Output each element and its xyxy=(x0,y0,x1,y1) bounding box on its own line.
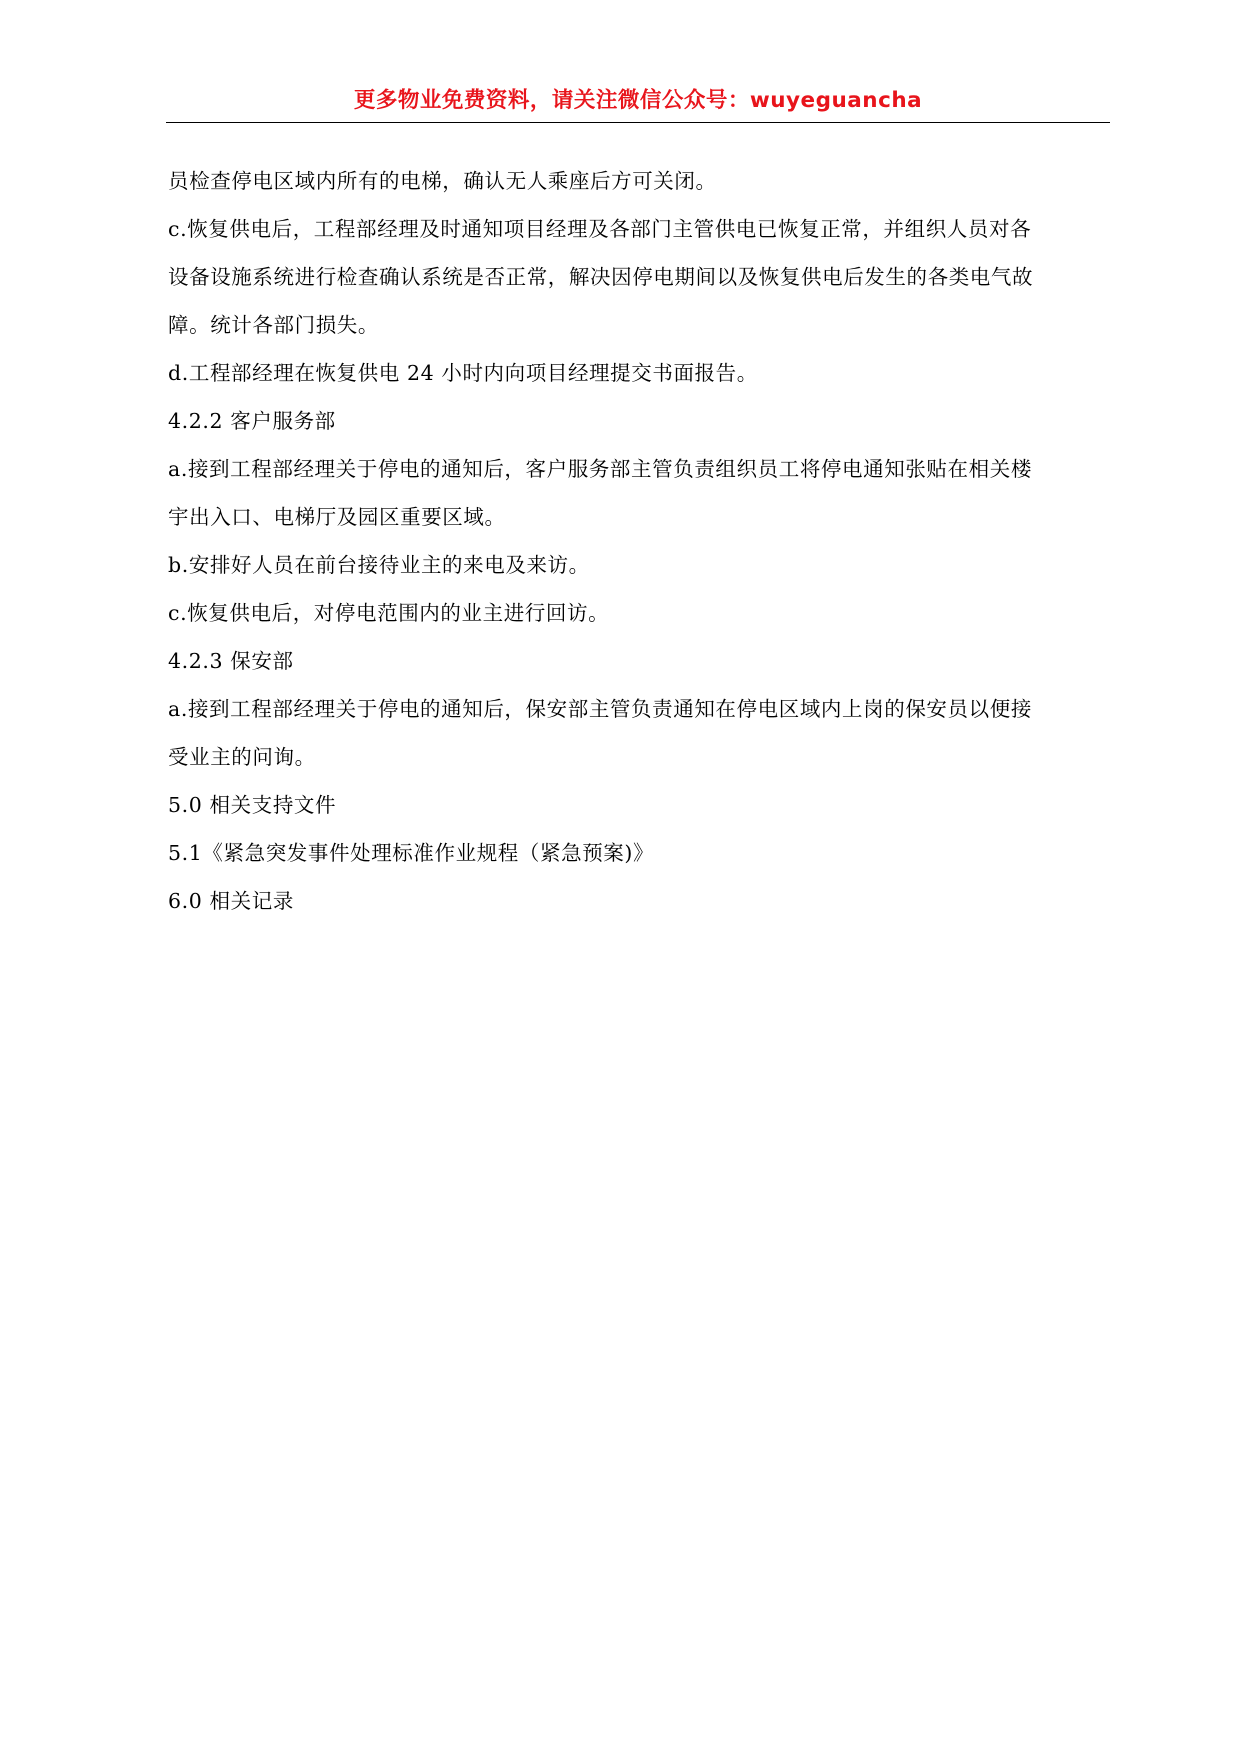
header-promo-text: 更多物业免费资料，请关注微信公众号：wuyeguancha xyxy=(353,88,923,113)
section-heading-6-0: 6.0 相关记录 xyxy=(168,889,294,913)
body-line-item-b: b.安排好人员在前台接待业主的来电及来访。 xyxy=(168,553,590,577)
body-line-item-c: c.恢复供电后，工程部经理及时通知项目经理及各部门主管供电已恢复正常，并组织人员对各 xyxy=(168,217,1032,241)
body-line-item-c-cont-2: 障。统计各部门损失。 xyxy=(168,313,379,337)
body-line-item-c-2: c.恢复供电后，对停电范围内的业主进行回访。 xyxy=(168,601,610,625)
body-line-item-a-2: a.接到工程部经理关于停电的通知后，保安部主管负责通知在停电区域内上岗的保安员以便接 xyxy=(168,697,1032,721)
body-line-item-c-cont-1: 设备设施系统进行检查确认系统是否正常，解决因停电期间以及恢复供电后发生的各类电气故 xyxy=(168,265,1034,289)
section-heading-4-2-2: 4.2.2 客户服务部 xyxy=(168,409,336,433)
section-heading-4-2-3: 4.2.3 保安部 xyxy=(168,649,294,673)
page-header xyxy=(166,88,1110,123)
body-line-item-a-2-cont: 受业主的问询。 xyxy=(168,745,316,769)
section-item-5-1: 5.1《紧急突发事件处理标准作业规程（紧急预案)》 xyxy=(168,841,655,865)
section-heading-5-0: 5.0 相关支持文件 xyxy=(168,793,337,817)
body-line-continuation: 员检查停电区域内所有的电梯，确认无人乘座后方可关闭。 xyxy=(168,169,717,193)
document-body xyxy=(168,157,1112,925)
body-line-item-a-cont: 宇出入口、电梯厅及园区重要区域。 xyxy=(168,505,506,529)
body-line-item-d: d.工程部经理在恢复供电 24 小时内向项目经理提交书面报告。 xyxy=(168,361,758,385)
body-line-item-a: a.接到工程部经理关于停电的通知后，客户服务部主管负责组织员工将停电通知张贴在相关楼 xyxy=(168,457,1032,481)
